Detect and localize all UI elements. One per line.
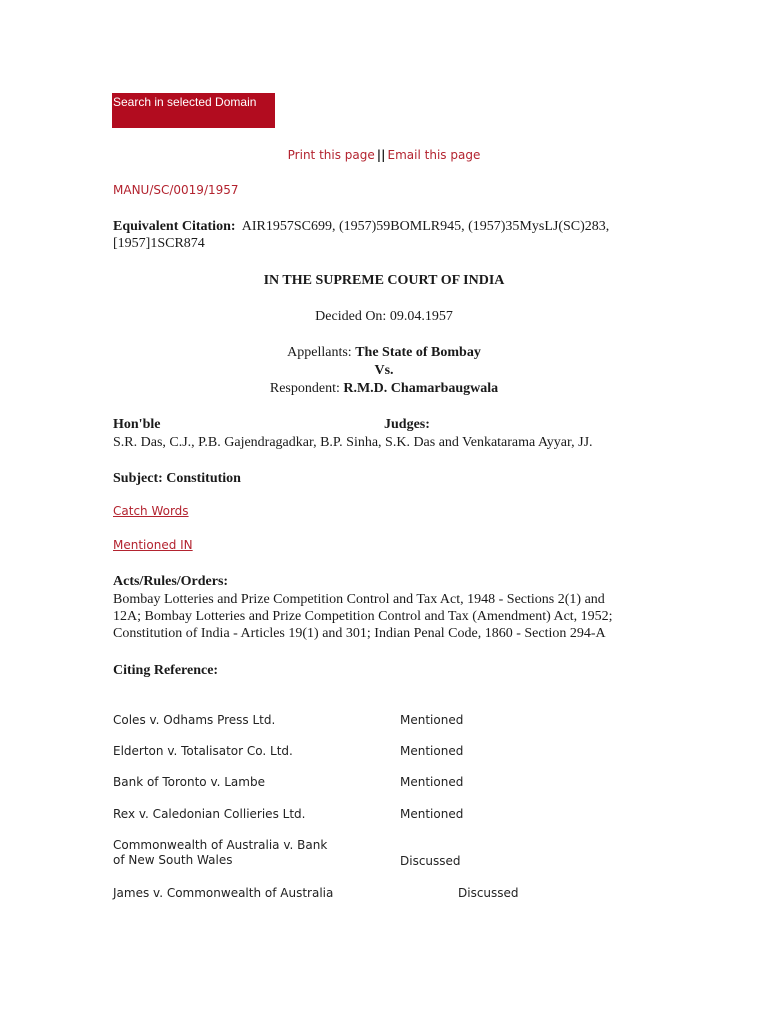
- citing-row-type: Mentioned: [400, 807, 464, 821]
- equivalent-citation-line1: AIR1957SC699, (1957)59BOMLR945, (1957)35MysLJ(SC)283,: [241, 219, 610, 234]
- decided-on: Decided On: 09.04.1957: [315, 309, 453, 324]
- equivalent-citation-line2: [1957]1SCR874: [113, 236, 205, 251]
- judges-label-left: Hon'ble: [113, 417, 161, 432]
- manu-id-link[interactable]: MANU/SC/0019/1957: [113, 183, 239, 197]
- subject-value: Constitution: [166, 471, 241, 486]
- mentioned-in-link[interactable]: Mentioned IN: [113, 538, 193, 552]
- citing-row-name: Elderton v. Totalisator Co. Ltd.: [113, 744, 293, 758]
- citing-row-type: Mentioned: [400, 775, 464, 789]
- search-in-domain-button[interactable]: Search in selected Domain: [112, 93, 275, 128]
- respondent-label: Respondent:: [269, 381, 340, 396]
- versus: Vs.: [374, 363, 394, 378]
- citing-row-name: Coles v. Odhams Press Ltd.: [113, 713, 276, 727]
- page-actions: [0, 148, 768, 162]
- judges-label-right: Judges:: [384, 417, 430, 432]
- respondent-line: [0, 380, 768, 397]
- acts-line3: Constitution of India - Articles 19(1) and 301; Indian Penal Code, 1860 - Section 294-A: [113, 626, 606, 641]
- citing-row-type: Discussed: [400, 854, 461, 868]
- citing-row-name: Rex v. Caledonian Collieries Ltd.: [113, 807, 306, 821]
- citing-row-name: Bank of Toronto v. Lambe: [113, 775, 265, 789]
- catch-words-link[interactable]: Catch Words: [113, 504, 189, 518]
- appellants-label: Appellants:: [287, 345, 352, 360]
- acts-text: [113, 591, 658, 642]
- judges-names: S.R. Das, C.J., P.B. Gajendragadkar, B.P. Sinha, S.K. Das and Venkatarama Ayyar, JJ.: [113, 435, 593, 450]
- citing-row-name: [113, 838, 327, 868]
- citing-row-type: Mentioned: [400, 744, 464, 758]
- equivalent-citation: [113, 218, 655, 252]
- appellants-name: The State of Bombay: [355, 345, 481, 360]
- court-name: IN THE SUPREME COURT OF INDIA: [263, 273, 505, 288]
- citing-row-type: Discussed: [458, 886, 519, 900]
- acts-line2: 12A; Bombay Lotteries and Prize Competition Control and Tax (Amendment) Act, 1952;: [113, 609, 613, 624]
- citing-reference-label: Citing Reference:: [113, 663, 219, 678]
- citing-row-name: James v. Commonwealth of Australia: [113, 886, 334, 900]
- acts-label: Acts/Rules/Orders:: [113, 574, 229, 589]
- email-page-link[interactable]: Email this page: [387, 148, 481, 162]
- citing-row-type: Mentioned: [400, 713, 464, 727]
- equivalent-citation-label: Equivalent Citation:: [113, 219, 236, 234]
- subject: [113, 470, 241, 487]
- subject-label: Subject:: [113, 471, 163, 486]
- citing-row-name-line1: Commonwealth of Australia v. Bank: [113, 838, 328, 852]
- actions-separator: ||: [376, 148, 386, 162]
- acts-line1: Bombay Lotteries and Prize Competition Control and Tax Act, 1948 - Sections 2(1) and: [113, 592, 605, 607]
- respondent-name: R.M.D. Chamarbaugwala: [343, 381, 499, 396]
- appellants-line: [0, 344, 768, 361]
- citing-row-name-line2: of New South Wales: [113, 853, 233, 867]
- print-page-link[interactable]: Print this page: [287, 148, 375, 162]
